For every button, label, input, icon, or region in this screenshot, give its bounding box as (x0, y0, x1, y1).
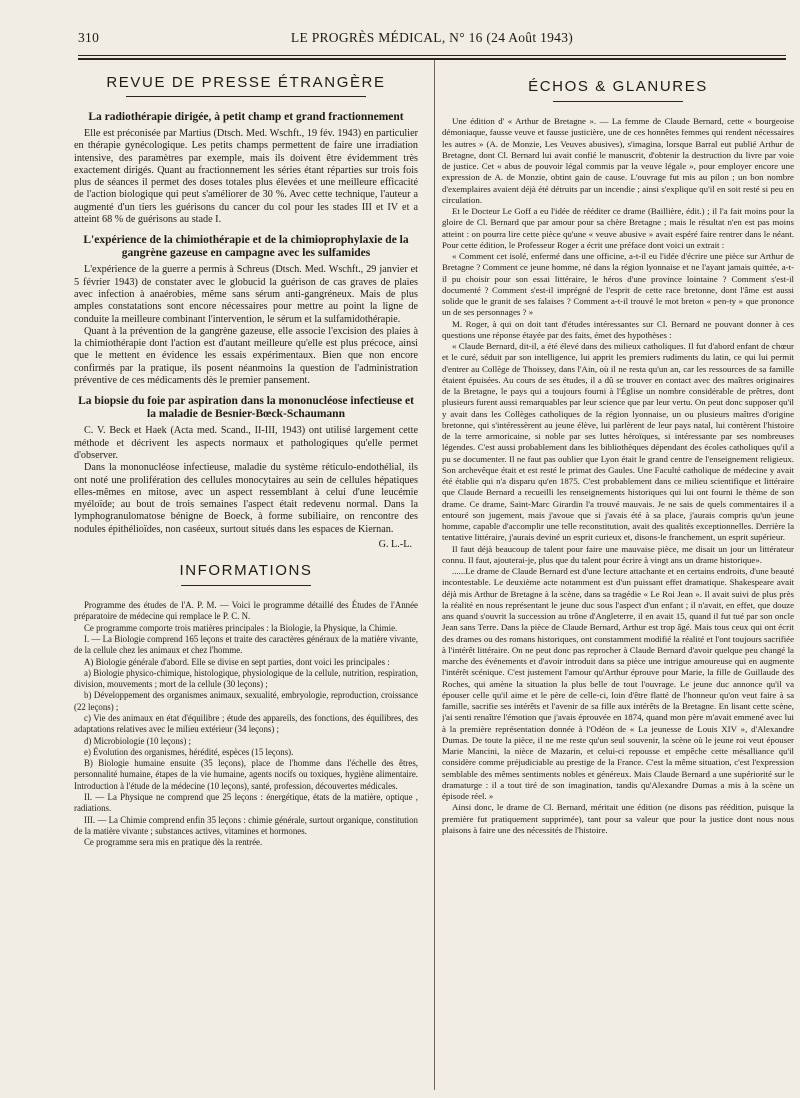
echos-paragraph: Une édition d' « Arthur de Bretagne ». — La femme de Claude Bernard, cette « bourgeoise démoniaque, fausse veuve et fausse justicière, une de ces honnêtes femmes qui rendent nécessaires les autres » (A. de Monzie, Les Veuves abusives), s'imagina, lorsque Barral eut publié Arthur de Bretagne, dont Cl. Bernard lui avait confié le manuscrit, d'obtenir la destruction du livre par voie de justice. Cet « abus de pouvoir légal commis par la veuve légale », pour employer encore une expression de A. de Monzie, obtint gain de cause. L'ouvrage fut mis au pilon ; un bon nombre d'exemplaires avaient déjà été détruits par un incendie ; ainsi s'explique qu'il en soit resté si peu en circulation. (442, 116, 794, 205)
section-title-revue (74, 74, 418, 97)
info-paragraph: III. — La Chimie comprend enfin 35 leçons : chimie générale, surtout organique, constitution de la matière vivante ; substances actives, vitamines et hormones. (74, 814, 418, 836)
article-body: Dans la mononucléose infectieuse, maladie du système réticulo-endothélial, ils ont noté une prolifération des cellules monocytaires au sein de cellules hépatiques elles-mêmes en mitose, avec un aspect ressemblant à celui d'une leucémie myéloïde; au bout de trois semaines l'aspect était redevenu normal. Dans la lymphogranulomatose bénigne de Boeck, à forme subiliaire, on rencontre des nodules épithélioïdes, non caséeux, surtout situés dans les espaces de Kiernan. (74, 462, 418, 535)
article-title: La biopsie du foie par aspiration dans la mononucléose infectieuse et la maladie de Besnier-Bœck-Schaumann (78, 395, 414, 421)
info-paragraph: a) Biologie physico-chimique, histologique, physiologique de la cellule, nutrition, respiration, division, mouvements ; mort de la cellule (30 leçons) ; (74, 667, 418, 690)
header-rule-thick (78, 58, 786, 60)
journal-title: LE PROGRÈS MÉDICAL, N° 16 (24 Août 1943) (290, 30, 574, 45)
article-body: C. V. Beck et Haek (Acta med. Scand., II-III, 1943) ont utilisé largement cette méthode et décrivent les aspects normaux et pathologiques qu'elle permet d'observer. (74, 425, 418, 461)
article-body: Elle est préconisée par Martius (Dtsch. Med. Wschft., 19 fév. 1943) en particulier en thérapie gynécologique. Les petits champs permettent de faire une irradiation intensive, des paramètres par exemple, mais ils doivent être évidemment très exactement dirigés. Quant au fractionnement les séries étant réparties sur trois fois plus de séances il permet des doses totales plus élevées et une meilleure efficacité de l'action biologique qui peut s'améliorer de 30 %. Avec cette technique, l'auteur a augmenté d'un tiers les guérisons du cancer du col pour les stades III et IV et a atteint 68 % de guérisons au stade I. (74, 128, 418, 226)
section-title-text: REVUE DE PRESSE ÉTRANGÈRE (106, 74, 386, 91)
article-title: L'expérience de la chimiothérapie et de la chimioprophylaxie de la gangrène gazeuse en campagne avec les sulfamides (83, 234, 409, 260)
section-title-echos (442, 78, 794, 102)
info-paragraph: d) Microbiologie (10 leçons) ; (84, 735, 191, 746)
column-divider (434, 60, 435, 1090)
echos-paragraph: Il faut déjà beaucoup de talent pour faire une mauvaise pièce, me disait un jour un littérateur connu. Il faut, ajouterai-je, plus que du talent pour écrire à vingt ans un drame historique». (442, 543, 794, 565)
right-column (442, 62, 794, 1094)
info-paragraph: I. — La Biologie comprend 165 leçons et traite des caractères généraux de la matière vivante, de la cellule chez les animaux et chez l'homme. (74, 633, 418, 656)
page-header (78, 30, 786, 52)
info-paragraph: b) Développement des organismes animaux, sexualité, embryologie, reproduction, croissance (22 leçons) ; (74, 690, 418, 712)
info-paragraph: Programme des études de l'A. P. M. — Voici le programme détaillé des Études de l'Année préparatoire de médecine qui remplace le P. C. N. (74, 600, 418, 622)
echos-paragraph: ......Le drame de Claude Bernard est d'une lecture attachante et en certains endroits, d'une beauté incontestable. Le deuxième acte notamment est d'un puissant effet dramatique. Shakespeare avait déjà mis Arthur de Bretagne à la scène, dans sa tragédie « Le Roi Jean ». Il avait suivi de plus près la réalité en nous représentant le jeune duc sous l'aspect d'un enfant ; il n'avait, en effet, que douze ans quand s'ouvrit la succession au trône d'Angleterre, il en avait 15, quand il fut tué par son oncle Jean sans Terre. Dans la pièce de Claude Bernard, Arthur est trop âgé. Mais tous ceux qui ont écrit des drames ou des romans historiques, ont constamment modifié la réalité et l'ont toujours sacrifiée à l'intérêt littéraire. On ne peut donc pas reprocher à Claude Bernard d'avoir quelque peu changé la marche des événements et d'avoir introduit dans sa pièce une intrigue amoureuse qui en augmente l'intérêt scénique. C'est justement l'amour qu'Arthur éprouve pour Marie, la fille de Guillaude des Roches, qui amène la situation la plus belle de tout l'ouvrage. Le jeune duc annonce qu'il va épouser celle qu'il aime et le père de celle-ci, loin d'être flatté de l'honneur qu'on veut faire à sa famille, sacrifie ses intérêts et l'avenir de sa fille aux intérêts de la Bretagne. En lisant cette scène, j'ai senti renaître l'émotion que j'avais éprouvée en 1874, quand mon père m'avait emmené avec lui à la première représentation donnée à l'Odéon de « La jeunesse de Louis XIV », d'Alexandre Dumas. De toute la pièce, il ne me reste qu'un seul souvenir, la scène où le jeune roi veut épouser Marie Mancini, la nièce de Mazarin, et celui-ci repousse et empêche cette mésalliance qu'il considère comme préjudiciable au prestige de la France. C'est la même situation, c'est l'expression semblable des mêmes sentiments nobles et généreux. Mais Claude Bernard a une supériorité sur le dramaturge : il a tout tiré de son imagination, tandis qu'Alexandre Dumas a mis à la scène un épisode réel. » (442, 566, 794, 801)
info-paragraph: II. — La Physique ne comprend que 25 leçons : énergétique, états de la matière, optique , radiations. (74, 792, 418, 814)
info-paragraph: Ce programme sera mis en pratique dès la rentrée. (84, 837, 263, 848)
echos-paragraph: M. Roger, à qui on doit tant d'études intéressantes sur Cl. Bernard ne pouvant donner à ces questions une réponse étayée par des faits, émet des hypothèses : (442, 318, 794, 340)
section-title-text: ÉCHOS & GLANURES (528, 78, 708, 95)
article-title: La radiothérapie dirigée, à petit champ et grand fractionnement (88, 111, 404, 123)
echos-paragraph: « Claude Bernard, dit-il, a été élevé dans des milieux catholiques. Il fut d'abord enfant de chœur et le curé, séduit par son intelligence, lui apprit les premiers rudiments du latin, ce qui lui permit d'entrer au Collège de Thoissey, dans l'Ain, où il ne resta qu'un an, car les ressources de sa famille étaient épuisées. Au cours de ses études, il a dû se trouver en contact avec des maîtres originaires de la Bretagne, le pays qui a toujours fourni à l'Église un nombre considérable de prêtres, dont plusieurs furent aussi remarquables par leur science que par leur vertu. On peut donc supposer qu'il y avait dans les Collèges catholiques de la région lyonnaise, un ou plusieurs maîtres d'origine bretonne, qui s'intéressèrent au jeune élève, lui parlèrent de leur pays natal, lui contèrent l'histoire de la terre armoricaine, si noble par ses luttes héroïques, si intéressante par ses nombreuses légendes. C'est aussi probablement dans les bibliothèques dépendant des écoles catholiques qu'il a pu se documenter. Il ne faut pas oublier que Lyon était le grand centre de l'enseignement religieux. Son archevêque était et est resté le primat des Gaules. Une Faculté catholique de médecine y avait été établie qui n'a disparu qu'en 1875. C'est probablement dans ce milieu scientifique et littéraire que Claude Bernard a recueilli les renseignements historiques qui lui ont fourni le thème de son drame. Ce drame, Saint-Marc Girardin l'a trouvé mauvais. Je ne sais de quels commentaires il a entouré son jugement, mais j'avoue que si j'avais été à sa place, j'aurais compris qu'un jeune homme, capable d'accomplir une telle reconstitution, avait des qualités exceptionnelles. Derrière la tentative littéraire, j'aurais deviné un esprit curieux et, disons-le franchement, un esprit supérieur. (442, 341, 794, 543)
header-rule (78, 55, 786, 56)
article-body: L'expérience de la guerre a permis à Schreus (Dtsch. Med. Wschft., 29 janvier et 5 février 1943) de constater avec le globucid la guérison de cas graves de plaies avec infection à anaérobies, même sans sérum anti-gangréneux. Mais de plus amples constatations sont encore nécessaires pour mettre au point la ligne de conduite la meilleure combinant l'intervention, le sérum et la sulfamidothérapie. (74, 264, 418, 325)
section-title-informations (74, 562, 418, 586)
left-column (74, 62, 418, 1094)
echos-paragraph: « Comment cet isolé, enfermé dans une officine, a-t-il eu l'idée d'écrire une pièce sur Arthur de Bretagne ? Comment ce jeune homme, né dans la région lyonnaise et ne l'ayant jamais quittée, a-t-il pu choisir pour son essai littéraire, le héros d'une province lointaine ? Comment s'est-il documenté ? Comment s'est-il imprégné de l'esprit de cette race bretonne, dont l'âme est aussi solide que le granit de ses falaises ? Comment a-t-il trouvé le mot breton « pen-ty » que prononce un de ses personnages ? » (442, 251, 794, 318)
author-signature: G. L.-L. (378, 539, 412, 551)
article-body: Quant à la prévention de la gangrène gazeuse, elle associe l'excision des plaies à la chimiothérapie dont l'action est d'autant meilleure qu'elle est plus précoce, ainsi que le mettent en évidence les essais expérimentaux. Bien que non encore confirmés par la pratique, ils posent néanmoins la question de l'administration préventive de ces médicaments dès le premier pansement. (74, 325, 418, 387)
info-paragraph: c) Vie des animaux en état d'équilibre ; étude des appareils, des fonctions, des équilibres, des adaptations relatives avec le milieu extérieur (34 leçons) ; (74, 712, 418, 735)
section-title-text: INFORMATIONS (179, 562, 313, 580)
page-number: 310 (78, 30, 100, 45)
info-paragraph: e) Évolution des organismes, hérédité, espèces (15 leçons). (84, 746, 294, 757)
echos-paragraph: Ainsi donc, le drame de Cl. Bernard, méritait une édition (ne disons pas réédition, puisque la première fut pratiquement supprimée), tant pour sa valeur que pour la justice dont nous nous plaisons à faire une des nécessités de l'histoire. (442, 802, 794, 835)
echos-body (442, 116, 794, 836)
info-paragraph: B) Biologie humaine ensuite (35 leçons), place de l'homme dans l'échelle des êtres, personnalité humaine, étapes de la vie humaine, agents nocifs ou toxiques, hygiène alimentaire. Introduction à l'étude de la médecine (10 leçons), santé, profession, découvertes médicales. (74, 758, 418, 791)
echos-paragraph: Et le Docteur Le Goff a eu l'idée de rééditer ce drame (Baillière, édit.) ; il l'a fait moins pour la gloire de Cl. Bernard que par amour pour sa chère Bretagne ; mais le résultat n'en est pas moins atteint : on pourra lire cette pièce qu'une « veuve abusive » avait espéré faire rentrer dans le néant. Pour cette édition, le Professeur Roger a écrit une préface dont voici un extrait : (442, 206, 794, 250)
info-paragraph: Ce programme comporte trois matières principales : la Biologie, la Physique, la Chimie. (84, 622, 398, 633)
info-paragraph: A) Biologie générale d'abord. Elle se divise en sept parties, dont voici les principales : (84, 656, 390, 667)
